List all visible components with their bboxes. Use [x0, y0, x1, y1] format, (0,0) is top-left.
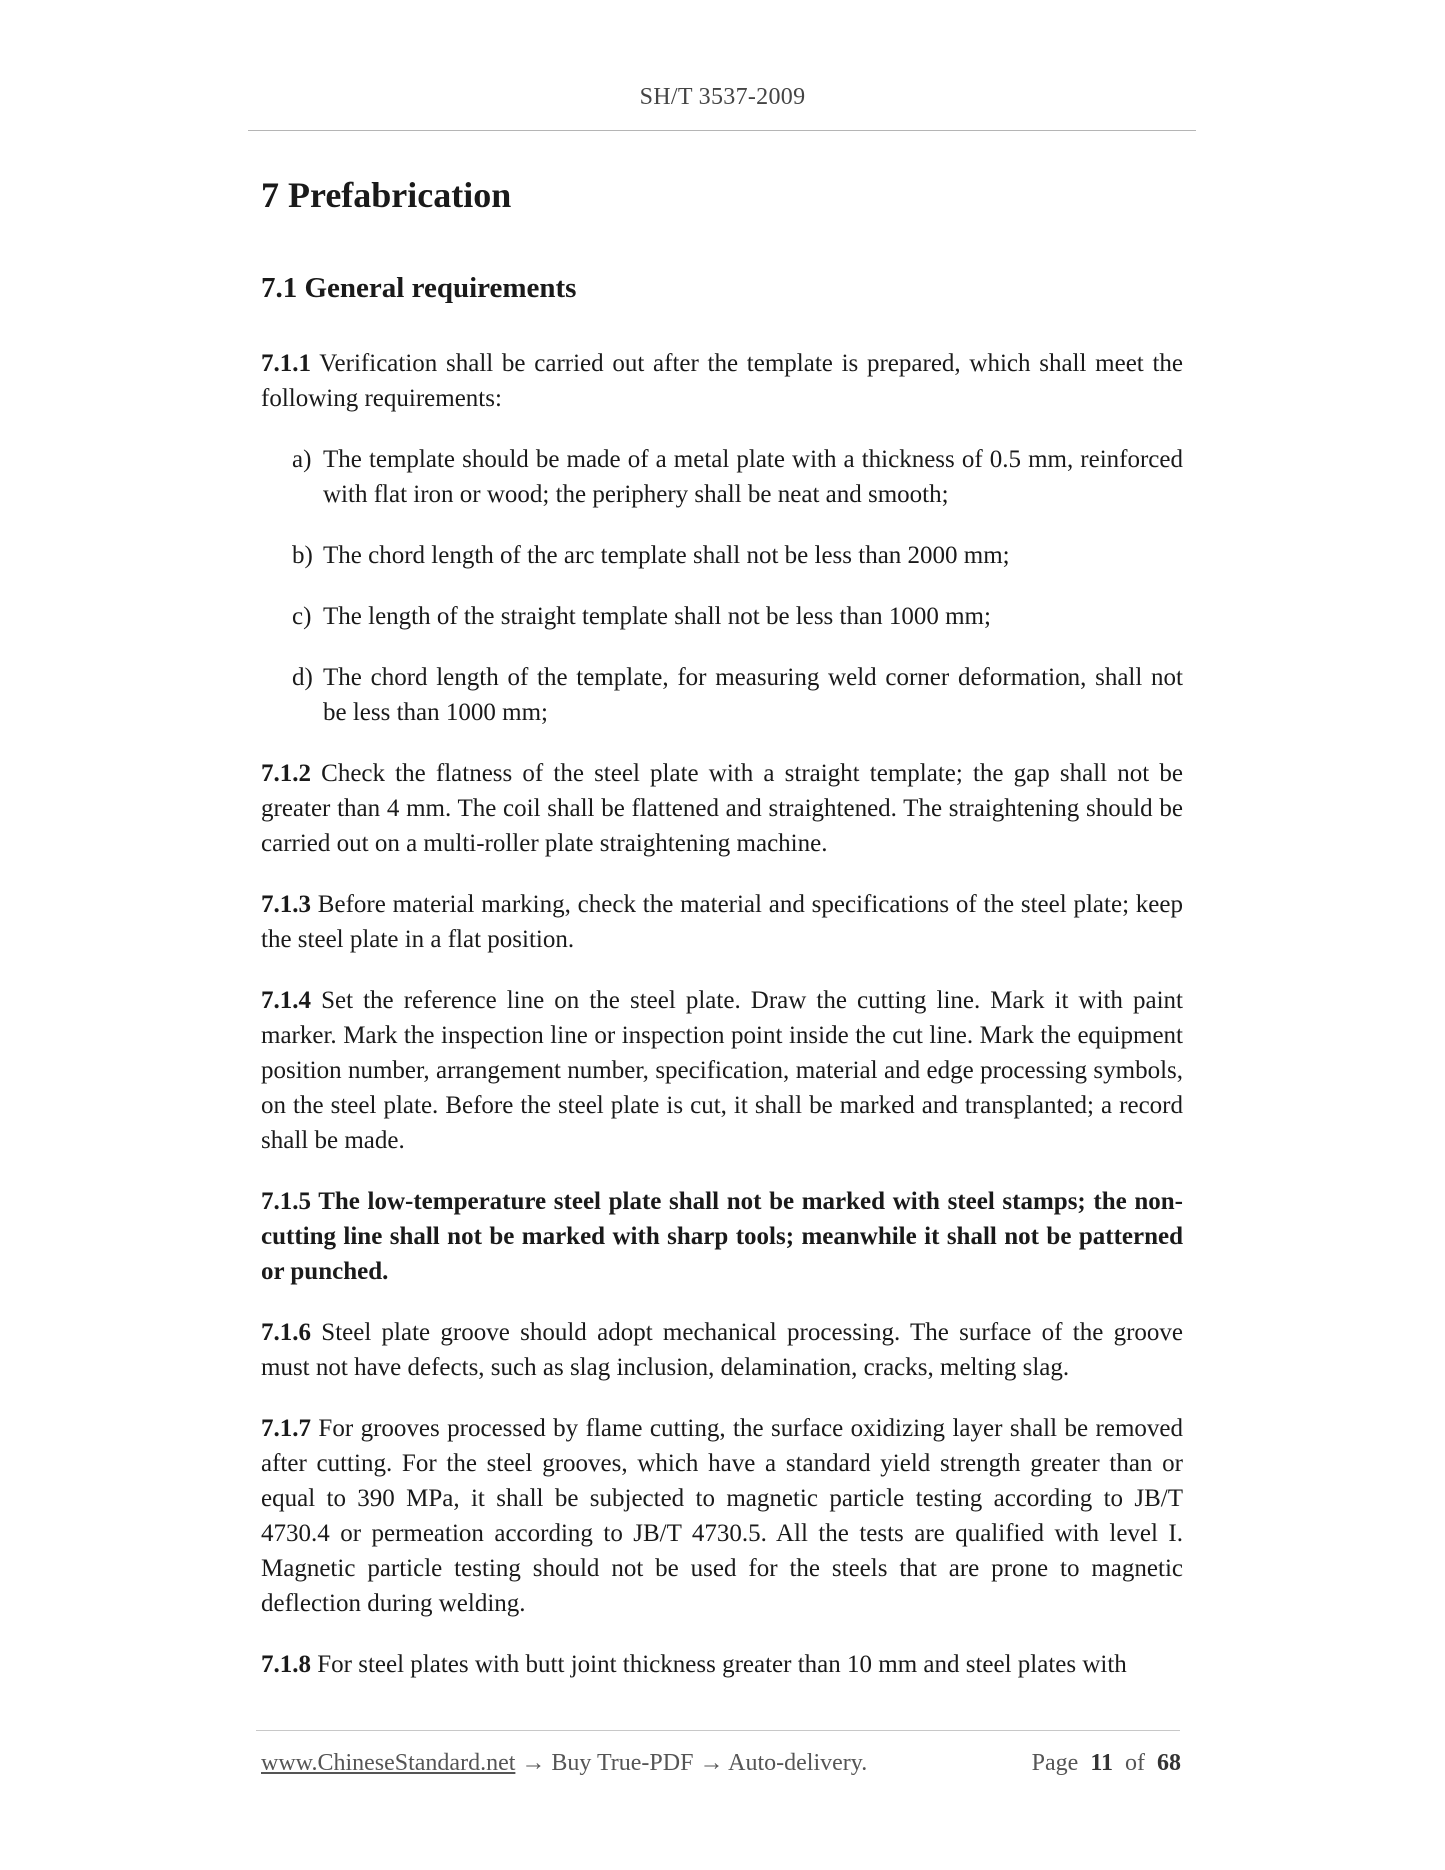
clause-7-1-1	[261, 346, 1183, 416]
list-item-text: The template should be made of a metal plate with a thickness of 0.5 mm, reinforced with flat iron or wood; the periphery shall be neat and smooth;	[323, 446, 1183, 508]
clause-text: Check the flatness of the steel plate with a straight template; the gap shall not be greater than 4 mm. The coil shall be flattened and straightened. The straightening should be carried out on a multi-roller plate straightening machine.	[261, 760, 1183, 857]
clause-number: 7.1.6	[261, 1319, 311, 1346]
clause-7-1-2	[261, 756, 1183, 861]
list-marker: d)	[292, 664, 313, 691]
site-link[interactable]: www.ChineseStandard.net	[261, 1750, 516, 1776]
clause-number: 7.1.8	[261, 1651, 311, 1678]
clause-number: 7.1.1	[261, 350, 311, 377]
list-marker: a)	[292, 446, 312, 473]
clause-text: Set the reference line on the steel plate. Draw the cutting line. Mark it with paint marker. Mark the inspection line or inspection point inside the cut line. Mark the equipment position number, arrangement number, specification, material and edge processing symbols, on the steel plate. Before the steel plate is cut, it shall be marked and transplanted; a record shall be made.	[261, 987, 1183, 1154]
clause-number: 7.1.3	[261, 891, 311, 918]
list-item	[261, 442, 1183, 512]
list-marker: b)	[292, 542, 313, 569]
clause-text: Before material marking, check the material and specifications of the steel plate; keep the steel plate in a flat position.	[261, 891, 1183, 953]
page-footer	[261, 1750, 1183, 1782]
section-title: 7.1 General requirements	[261, 272, 577, 304]
clause-text: For grooves processed by flame cutting, the surface oxidizing layer shall be removed after cutting. For the steel grooves, which have a standard yield strength greater than or equal to 390 MPa, it shall be subjected to magnetic particle testing according to JB/T 4730.4 or permeation according to JB/T 4730.5. All the tests are qualified with level I. Magnetic particle testing should not be used for the steels that are prone to magnetic deflection during welding.	[261, 1415, 1183, 1617]
total-pages-number: 68	[1157, 1750, 1181, 1776]
arrow-right-icon: →	[693, 1750, 729, 1776]
clause-7-1-4	[261, 983, 1183, 1158]
list-item	[261, 660, 1183, 730]
clause-number: 7.1.4	[261, 987, 311, 1014]
page-indicator	[1032, 1750, 1181, 1777]
buy-pdf-text: Buy True-PDF	[551, 1750, 694, 1776]
clause-7-1-6	[261, 1315, 1183, 1385]
auto-delivery-text: Auto-delivery.	[728, 1750, 868, 1776]
page-content	[261, 170, 1183, 1682]
header-document-code: SH/T 3537-2009	[639, 84, 806, 110]
chapter-title: 7 Prefabrication	[261, 175, 512, 215]
clause-7-1-5: 7.1.5 The low-temperature steel plate shall not be marked with steel stamps; the non-cutting line shall not be marked with sharp tools; meanwhile it shall not be patterned or punched.	[261, 1188, 1183, 1285]
clause-number: 7.1.2	[261, 760, 311, 787]
clause-7-1-7	[261, 1411, 1183, 1621]
list-item	[261, 599, 1183, 634]
clause-text: Steel plate groove should adopt mechanical processing. The surface of the groove must not have defects, such as slag inclusion, delamination, cracks, melting slag.	[261, 1319, 1183, 1381]
footer-promo	[261, 1750, 867, 1777]
footer-divider	[256, 1730, 1180, 1731]
list-marker: c)	[292, 603, 312, 630]
of-label: of	[1125, 1750, 1145, 1776]
page-label: Page	[1031, 1750, 1079, 1776]
clause-number: 7.1.7	[261, 1415, 311, 1442]
clause-7-1-8	[261, 1647, 1183, 1682]
header-divider	[248, 130, 1196, 131]
list-item-text: The length of the straight template shall not be less than 1000 mm;	[323, 603, 991, 630]
clause-text: Verification shall be carried out after the template is prepared, which shall meet the following requirements:	[261, 350, 1183, 412]
arrow-right-icon: →	[515, 1750, 552, 1776]
list-item	[261, 538, 1183, 573]
list-item-text: The chord length of the template, for measuring weld corner deformation, shall not be less than 1000 mm;	[323, 664, 1183, 726]
clause-text: For steel plates with butt joint thickness greater than 10 mm and steel plates with	[311, 1651, 1127, 1678]
current-page-number: 11	[1090, 1750, 1113, 1776]
list-item-text: The chord length of the arc template shall not be less than 2000 mm;	[323, 542, 1010, 569]
clause-7-1-3	[261, 887, 1183, 957]
